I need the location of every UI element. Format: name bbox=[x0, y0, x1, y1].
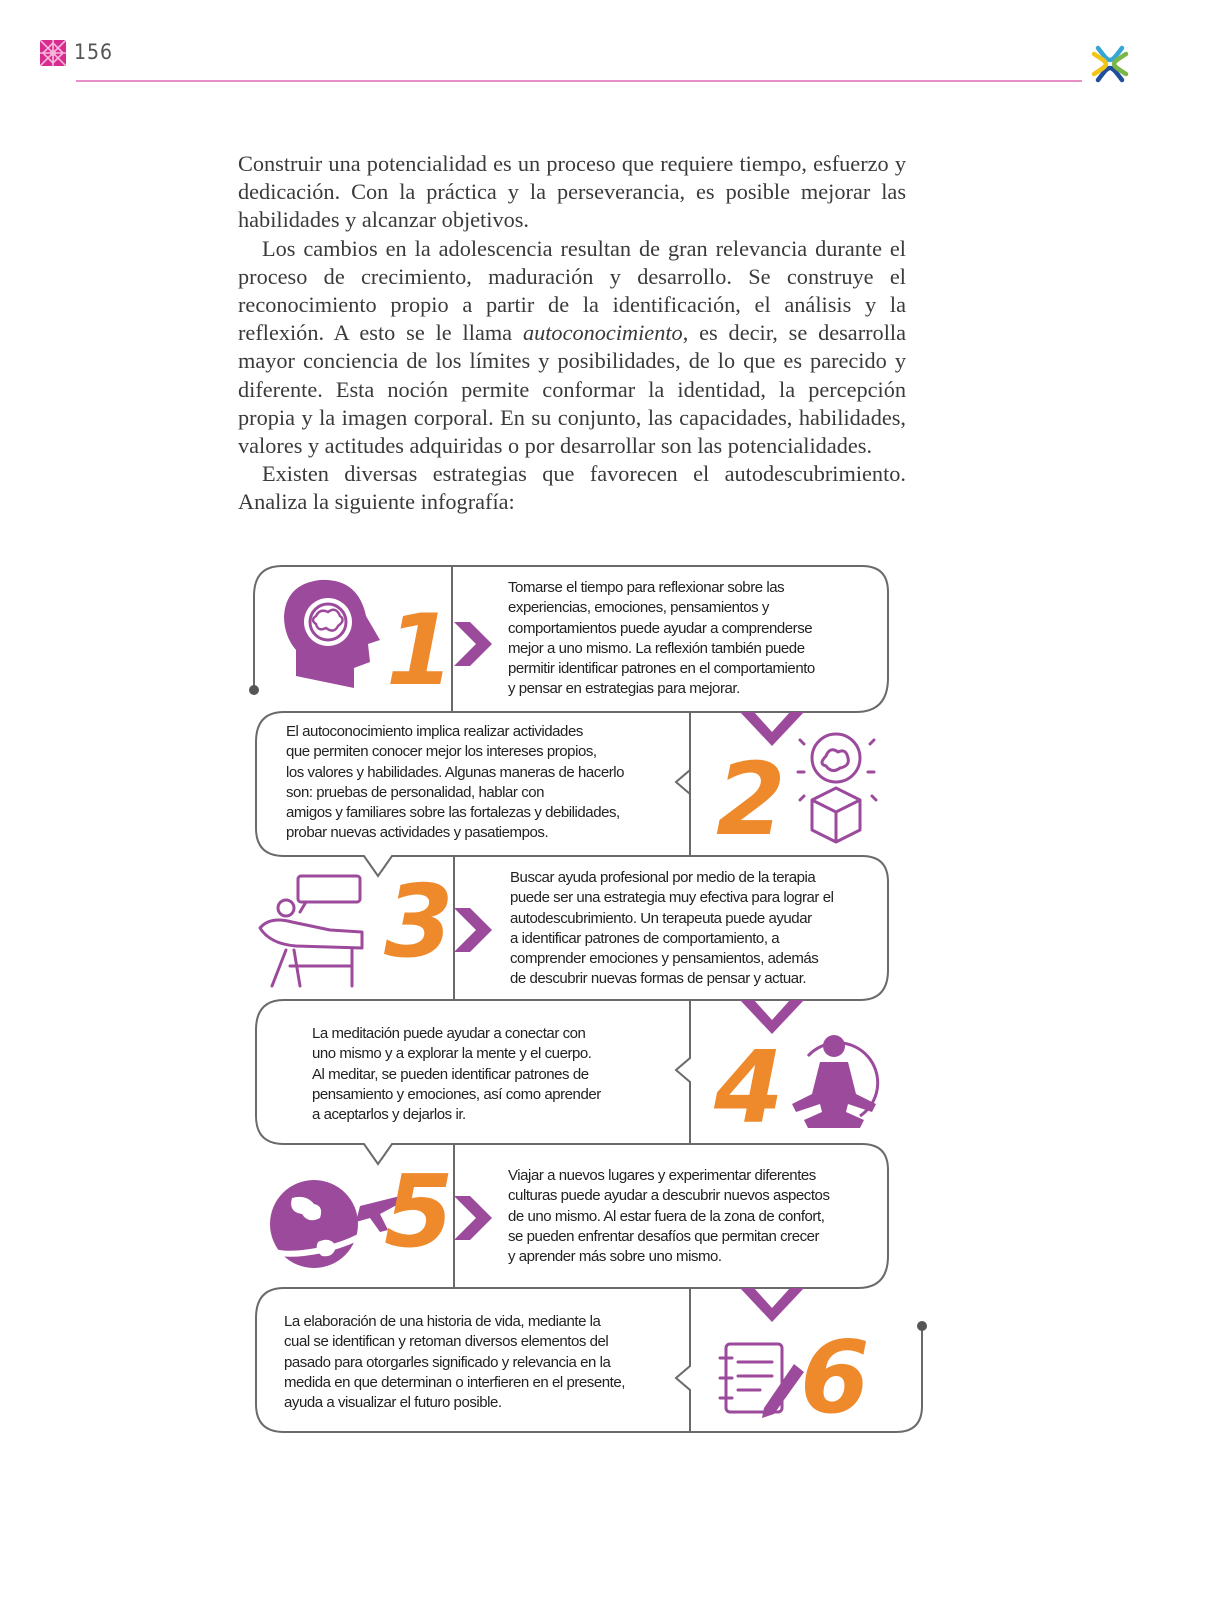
paragraph-1: Construir una potencialidad es un proceso que requiere tiempo, esfuerzo y dedicación. Con la práctica y la perseverancia, es posible mejorar las habilidades y alcanzar objetivos. bbox=[238, 151, 906, 233]
paragraph-3: Existen diversas estrategias que favorecen el autodescubrimiento. Analiza la siguiente infografía: bbox=[238, 461, 906, 515]
step-number: 1 bbox=[386, 594, 455, 708]
chevron-right-icon bbox=[454, 622, 492, 666]
step-number: 4 bbox=[714, 1029, 784, 1146]
step-number: 3 bbox=[384, 863, 454, 980]
step-6-text: La elaboración de una historia de vida, mediante la cual se identifican y retoman diversos elementos del pasado para otorgarles significado y relevancia en la medida en que determinan o interfieren en el presente, ayuda a visualizar el futuro posible. bbox=[284, 1313, 625, 1412]
chevron-right-icon bbox=[454, 908, 492, 952]
step-2-text: El autoconocimiento implica realizar actividades que permiten conocer mejor los intereses propios, los valores y habilidades. Algunas maneras de hacerlo son: pruebas de personalidad, hablar con amigos y familiares sobre las fortalezas y debilidades, probar nuevas actividades y pasatiempos. bbox=[286, 723, 625, 842]
brain-box-icon bbox=[798, 734, 876, 842]
step-number: 6 bbox=[800, 1319, 870, 1436]
head-brain-icon bbox=[284, 580, 380, 688]
page-number: 156 bbox=[74, 40, 114, 64]
step-3-text: Buscar ayuda profesional por medio de la terapia puede ser una estrategia muy efectiva para lograr el autodescubrimiento. Un terapeuta puede ayudar a identificar patrones de comportamiento, a comprender emociones y pensamientos, además de descubrir nuevas formas de pensar y actuar. bbox=[510, 869, 834, 988]
step-1-text: Tomarse el tiempo para reflexionar sobre las experiencias, emociones, pensamientos y comportamientos puede ayudar a comprenderse mejor a uno mismo. La reflexión también puede permitir identificar patrones en el comportamiento y pensar en estrategias para mejorar. bbox=[508, 579, 815, 698]
chevron-right-icon bbox=[454, 1196, 492, 1240]
notebook-pen-icon bbox=[720, 1344, 804, 1418]
meditation-icon bbox=[792, 1035, 878, 1128]
chevron-down-icon bbox=[740, 1288, 804, 1322]
paragraph-2: Los cambios en la adolescencia resultan de gran relevancia durante el proceso de crecimiento, maduración y desarrollo. Se construye el reconocimiento propio a partir de la identificación, el análisis y la reflexión. A esto se le llama autoconocimiento, es decir, se desarrolla mayor conciencia de los límites y posibilidades, de lo que es parecido y diferente. Esta noción permite conformar la identidad, la percepción propia y la imagen corporal. En su conjunto, las capacidades, habilidades, valores y actitudes adquiridas o por desarrollar son las potencialidades. bbox=[238, 235, 906, 459]
step-4-text: La meditación puede ayudar a conectar con uno mismo y a explorar la mente y el cuerpo. Al meditar, se pueden identificar patrones de pensamiento y emociones, así como aprender a aceptarlos y dejarlos ir. bbox=[312, 1025, 601, 1124]
emphasized-term: autoconocimiento bbox=[522, 320, 683, 346]
step-number: 5 bbox=[384, 1153, 454, 1270]
step-number: 2 bbox=[716, 741, 786, 858]
therapy-couch-icon bbox=[260, 876, 362, 986]
step-5-text: Viajar a nuevos lugares y experimentar diferentes culturas puede ayudar a descubrir nuevos aspectos de uno mismo. Al estar fuera de la zona de confort, se pueden enfrentar desafíos que permitan crecer y aprender más sobre uno mismo. bbox=[508, 1167, 830, 1266]
